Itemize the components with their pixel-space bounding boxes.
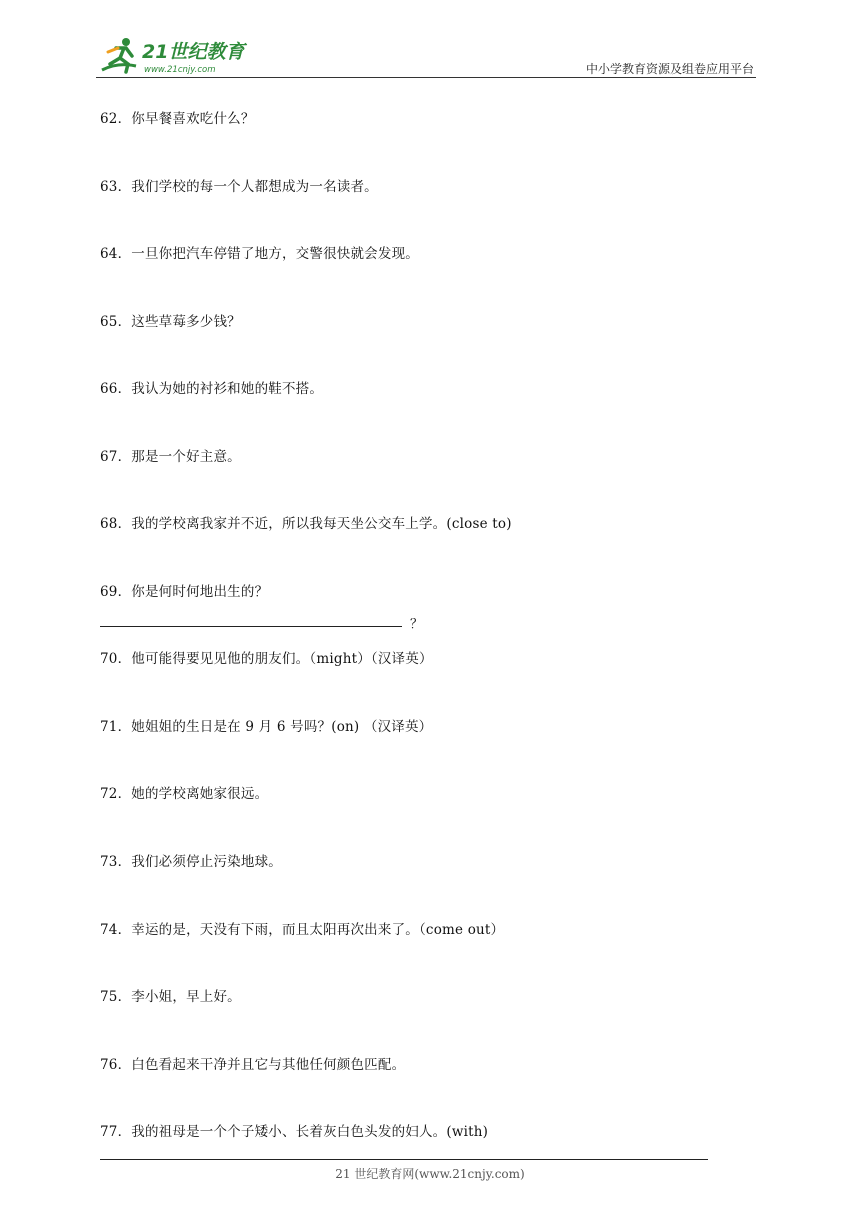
question-63: 63．我们学校的每一个人都想成为一名读者。 xyxy=(100,179,378,195)
question-73: 73．我们必须停止污染地球。 xyxy=(100,854,282,870)
header-platform-title: 中小学教育资源及组卷应用平台 xyxy=(585,62,754,76)
question-77: 77．我的祖母是一个个子矮小、长着灰白色头发的妇人。(with) xyxy=(100,1124,489,1140)
logo-21cnjy xyxy=(96,34,266,78)
question-64: 64．一旦你把汽车停错了地方，交警很快就会发现。 xyxy=(100,246,419,262)
question-65: 65．这些草莓多少钱？ xyxy=(100,314,241,330)
question-67: 67．那是一个好主意。 xyxy=(100,449,241,465)
question-69: 69．你是何时何地出生的？ xyxy=(100,584,269,600)
question-70: 70．他可能得要见见他的朋友们。（might）（汉译英） xyxy=(100,651,433,667)
question-62: 62．你早餐喜欢吃什么？ xyxy=(100,111,255,127)
question-72: 72．她的学校离她家很远。 xyxy=(100,786,269,802)
logo-title: 21世纪教育 xyxy=(142,41,245,63)
header-divider xyxy=(96,77,756,78)
running-figure-icon xyxy=(102,38,136,72)
footer-divider xyxy=(100,1159,708,1160)
answer-blank-line xyxy=(100,626,402,627)
question-71: 71．她姐姐的生日是在 9 月 6 号吗？(on) （汉译英） xyxy=(100,719,433,735)
question-68: 68．我的学校离我家并不近，所以我每天坐公交车上学。(close to) xyxy=(100,516,512,532)
answer-blank-question-mark: ？ xyxy=(410,617,424,632)
footer-source: 21 世纪教育网(www.21cnjy.com) xyxy=(335,1167,525,1181)
question-75: 75．李小姐，早上好。 xyxy=(100,989,241,1005)
logo-url: www.21cnjy.com xyxy=(144,65,216,75)
page-header xyxy=(96,34,756,80)
question-74: 74．幸运的是，天没有下雨，而且太阳再次出来了。（come out） xyxy=(100,922,505,938)
question-66: 66．我认为她的衬衫和她的鞋不搭。 xyxy=(100,381,324,397)
question-76: 76．白色看起来干净并且它与其他任何颜色匹配。 xyxy=(100,1057,406,1073)
